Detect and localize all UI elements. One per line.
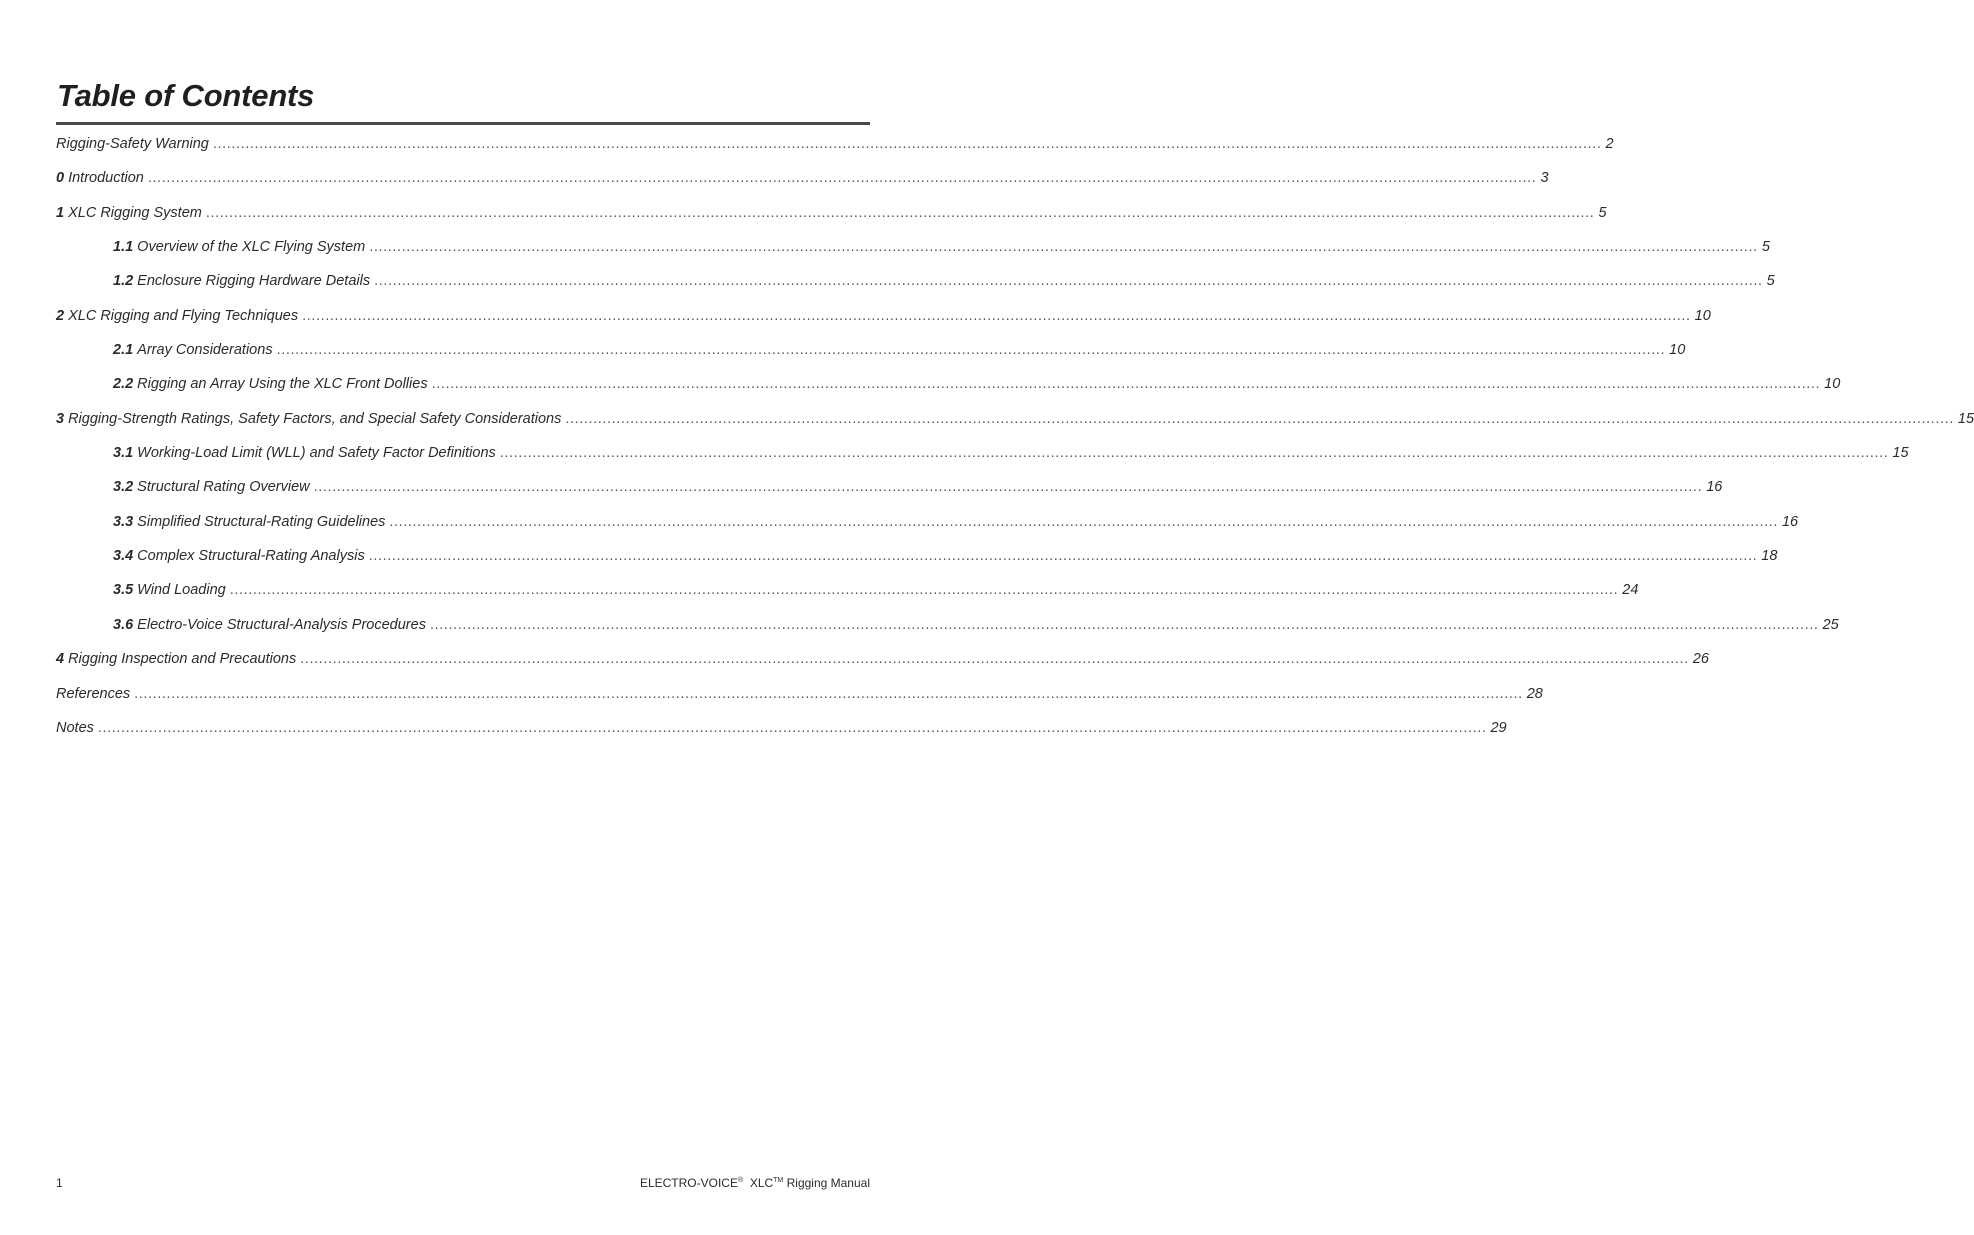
- toc-entry-page: 5: [1598, 204, 1607, 221]
- toc-entry-page: 28: [1526, 685, 1543, 702]
- toc-leader-dots: ............................................................................................................................................................................................................................................................................................................: [374, 273, 1763, 290]
- toc-entry[interactable]: [56, 616, 1839, 651]
- toc-entry-label: Rigging Inspection and Precautions: [68, 651, 297, 668]
- toc-leader-dots: ............................................................................................................................................................................................................................................................................................................: [313, 479, 1703, 496]
- toc-entry-page: 10: [1824, 376, 1841, 393]
- toc-entry-label: Enclosure Rigging Hardware Details: [137, 273, 371, 290]
- toc-entry-number: 1.1: [113, 239, 134, 256]
- toc-entry-label: References: [56, 685, 131, 702]
- toc-entry-page: 29: [1490, 719, 1507, 736]
- toc-entry-number: 3.1: [113, 445, 134, 462]
- toc-entry[interactable]: [56, 239, 1770, 273]
- toc-entry[interactable]: [56, 136, 1614, 170]
- footer-product-mark: TM: [773, 1177, 784, 1184]
- toc-leader-dots: ............................................................................................................................................................................................................................................................................................................: [368, 548, 1758, 565]
- toc-entry-page: 16: [1706, 479, 1723, 496]
- toc-entry[interactable]: [56, 342, 1686, 376]
- toc-leader-dots: ............................................................................................................................................................................................................................................................................................................: [565, 410, 1954, 427]
- toc-entry-label: Rigging-Safety Warning: [56, 136, 209, 152]
- toc-entry-page: 25: [1822, 616, 1839, 633]
- toc-entry-page: 5: [1761, 239, 1770, 256]
- toc-entry-number: 2.2: [113, 376, 134, 393]
- toc-entry[interactable]: [56, 513, 1799, 548]
- toc-entry-number: 1.2: [113, 273, 134, 290]
- toc-entry-label: XLC Rigging System: [68, 204, 202, 221]
- toc-entry-number: 2: [56, 307, 65, 324]
- toc-entry-label: Array Considerations: [137, 342, 273, 359]
- toc-entry-page: 2: [1605, 136, 1614, 152]
- toc-entry-number: 3.5: [113, 582, 134, 599]
- footer-page-number: 1: [56, 1176, 63, 1190]
- toc-entry-number: 3.6: [113, 616, 134, 633]
- toc-leader-dots: ............................................................................................................................................................................................................................................................................................................: [212, 136, 1602, 152]
- toc-entry-label: Notes: [56, 719, 94, 736]
- toc-entry-page: 24: [1622, 582, 1639, 599]
- footer-manual-title: [640, 1176, 870, 1190]
- toc-entry[interactable]: [56, 170, 1549, 204]
- toc-entry-number: 2.1: [113, 342, 134, 359]
- toc-entry[interactable]: [56, 273, 1775, 307]
- toc-entry[interactable]: [56, 376, 1841, 410]
- toc-leader-dots: ............................................................................................................................................................................................................................................................................................................: [300, 651, 1689, 668]
- toc-entry-page: 26: [1692, 651, 1709, 668]
- toc-entry-label: Introduction: [68, 170, 144, 187]
- toc-entry-label: Electro-Voice Structural-Analysis Procedures: [137, 616, 426, 633]
- toc-entry-number: 4: [56, 651, 65, 668]
- title-divider: [56, 122, 870, 125]
- toc-leader-dots: ............................................................................................................................................................................................................................................................................................................: [134, 685, 1523, 702]
- toc-entry-page: 3: [1540, 170, 1549, 187]
- toc-entry[interactable]: [56, 719, 1507, 754]
- toc-entry[interactable]: [56, 445, 1909, 479]
- toc-leader-dots: ............................................................................................................................................................................................................................................................................................................: [302, 307, 1691, 324]
- toc-entry-number: 3: [56, 410, 65, 427]
- toc-entry[interactable]: [56, 548, 1778, 582]
- toc-entry-label: Overview of the XLC Flying System: [137, 239, 366, 256]
- page-title: Table of Contents: [57, 78, 315, 113]
- footer-brand: ELECTRO-VOICE: [639, 1176, 738, 1190]
- toc-entry-number: 3.4: [113, 548, 134, 565]
- toc-entry-label: Simplified Structural-Rating Guidelines: [137, 513, 386, 530]
- toc-entry-page: 15: [1957, 410, 1974, 427]
- toc-entry-number: 0: [56, 170, 65, 187]
- toc-entry-page: 16: [1781, 513, 1799, 530]
- toc-entry-label: Rigging-Strength Ratings, Safety Factors, and Special Safety Considerations: [68, 410, 562, 427]
- toc-leader-dots: ............................................................................................................................................................................................................................................................................................................: [431, 376, 1821, 393]
- toc-entry[interactable]: [56, 204, 1607, 239]
- toc-leader-dots: ............................................................................................................................................................................................................................................................................................................: [97, 719, 1487, 736]
- toc-entry-label: Complex Structural-Rating Analysis: [137, 548, 365, 565]
- toc-entry-label: Structural Rating Overview: [137, 479, 310, 496]
- toc-entry-number: 3.3: [113, 513, 134, 530]
- toc-leader-dots: ............................................................................................................................................................................................................................................................................................................: [429, 616, 1819, 633]
- toc-entry-page: 10: [1669, 342, 1686, 359]
- table-of-contents: [56, 136, 1974, 754]
- toc-entry[interactable]: [56, 479, 1723, 513]
- footer-manual: Rigging Manual: [786, 1176, 870, 1190]
- toc-leader-dots: ............................................................................................................................................................................................................................................................................................................: [369, 239, 1758, 256]
- toc-leader-dots: ............................................................................................................................................................................................................................................................................................................: [389, 513, 1778, 530]
- footer-product: XLC: [749, 1176, 774, 1190]
- toc-entry-label: Wind Loading: [137, 582, 226, 599]
- toc-entry-number: 1: [56, 204, 65, 221]
- toc-entry-number: 3.2: [113, 479, 134, 496]
- toc-entry[interactable]: [56, 307, 1711, 342]
- toc-entry[interactable]: [56, 582, 1639, 616]
- toc-entry-page: 18: [1761, 548, 1778, 565]
- toc-entry[interactable]: [56, 410, 1974, 445]
- toc-leader-dots: ............................................................................................................................................................................................................................................................................................................: [147, 170, 1537, 187]
- toc-entry-label: XLC Rigging and Flying Techniques: [68, 307, 299, 324]
- toc-entry[interactable]: [56, 651, 1709, 685]
- footer-brand-mark: ®: [737, 1177, 744, 1184]
- toc-entry[interactable]: [56, 685, 1543, 720]
- toc-entry-label: Rigging an Array Using the XLC Front Dollies: [137, 376, 428, 393]
- toc-leader-dots: ............................................................................................................................................................................................................................................................................................................: [205, 204, 1595, 221]
- toc-leader-dots: ............................................................................................................................................................................................................................................................................................................: [499, 445, 1889, 462]
- toc-entry-label: Working-Load Limit (WLL) and Safety Factor Definitions: [137, 445, 496, 462]
- toc-entry-page: 15: [1892, 445, 1909, 462]
- toc-leader-dots: ............................................................................................................................................................................................................................................................................................................: [276, 342, 1666, 359]
- toc-leader-dots: ............................................................................................................................................................................................................................................................................................................: [229, 582, 1619, 599]
- toc-entry-page: 10: [1694, 307, 1711, 324]
- toc-entry-page: 5: [1766, 273, 1775, 290]
